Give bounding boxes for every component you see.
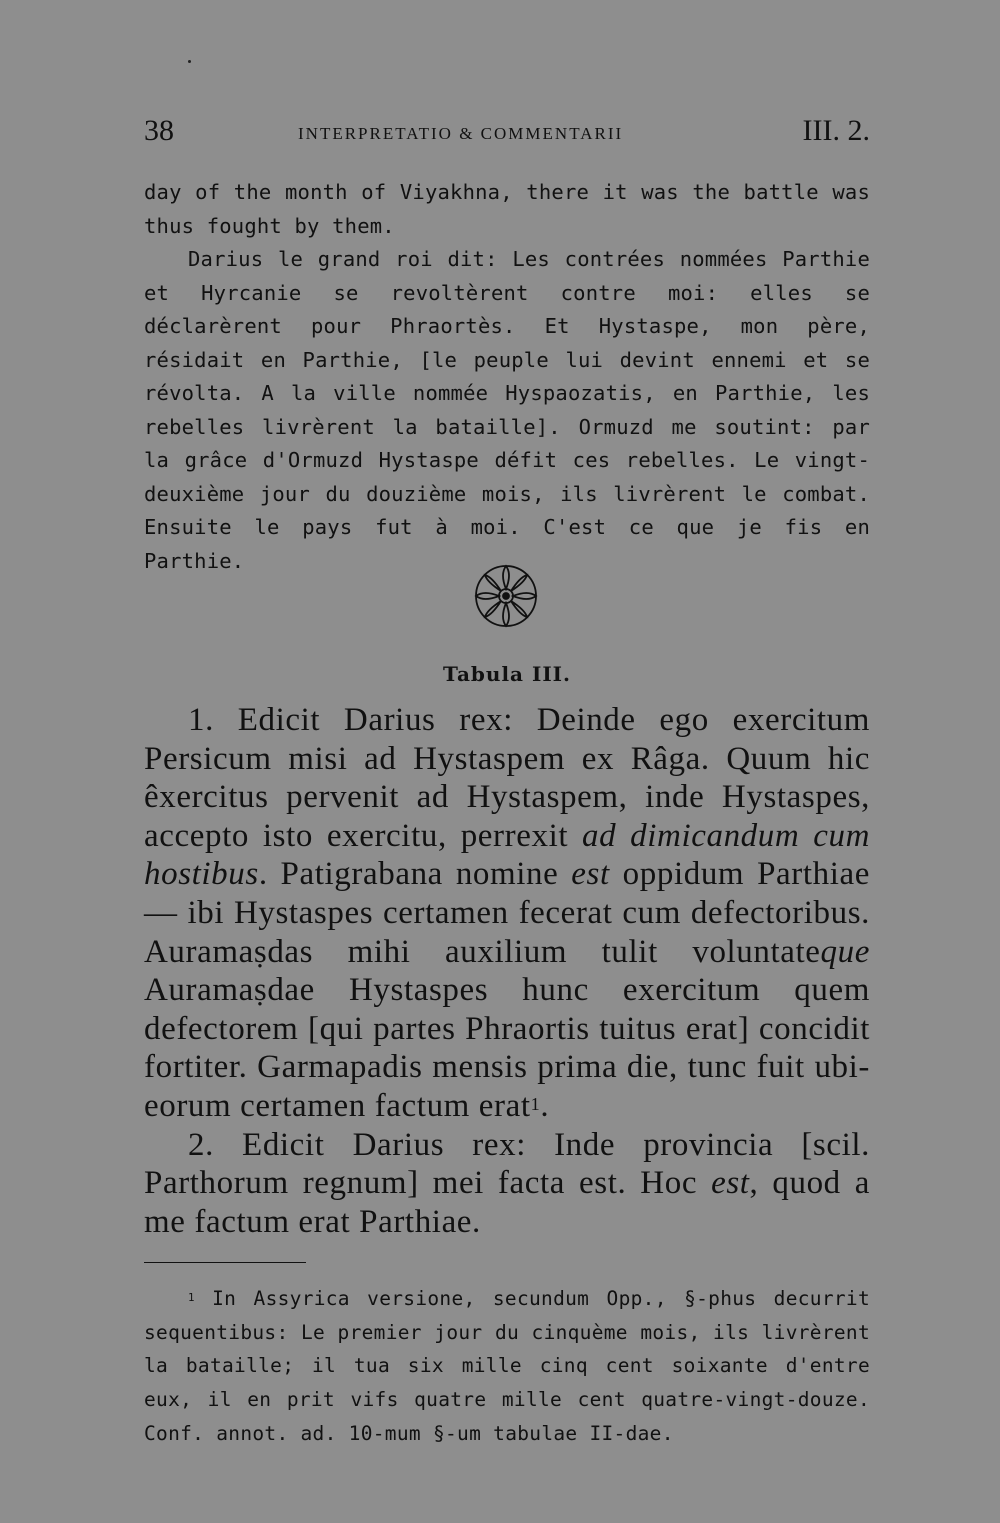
tabula-heading: Tabula III. — [442, 662, 571, 686]
latin-text: oppidum Parthiae — ibi Hystaspes certamen fecerat cum defectoribus. Auramaṣdas mihi auxilium tulit voluntate — [144, 856, 870, 970]
latin-italic-text: est — [571, 856, 610, 893]
latin-text: Auramaṣdae Hystaspes hunc exercitum quem defectorem [qui partes Phraortis tuitus erat] concidit fortiter. Garmapadis mensis prima die, tunc fuit ubi-eorum certamen factum erat — [144, 972, 870, 1124]
page-number: 38 — [144, 114, 174, 147]
english-fragment: day of the month of Viyakhna, there it was the battle was thus fought by them. — [144, 180, 870, 238]
latin-paragraph-1 — [144, 701, 870, 1126]
running-title: INTERPRETATIO & COMMENTARII — [298, 124, 624, 143]
latin-paragraph-2 — [144, 1126, 870, 1242]
latin-italic-text: est — [711, 1165, 750, 1202]
french-translation-block — [144, 176, 870, 578]
footnote-reference: 1 — [530, 1094, 541, 1115]
footnote-marker: 1 — [188, 1290, 195, 1304]
latin-italic-text: ad dimicandum cum hostibus — [144, 817, 871, 893]
footnote-text: In Assyrica versione, secundum Opp., §-phus decurrit sequentibus: Le premier jour du cinquème mois, ils livrèrent la bataille; il tua six mille cinq cent soixante d'entre eux, il en prit vifs quatre mille cent quatre-vingt-douze. Conf. annot. ad. 10-mum §-um tabulae II-dae. — [144, 1287, 870, 1445]
footnote-paragraph — [144, 1282, 870, 1451]
latin-text: 2. Edicit Darius rex: Inde provincia [scil. Parthorum regnum] mei facta est. Hoc — [144, 1126, 870, 1202]
page-header — [144, 114, 870, 158]
latin-text: 1. Edicit Darius rex: Deinde ego exercitum Persicum misi ad Hystaspem ex Râga. Quum hic êxercitus pervenit ad Hystaspem, inde Hystaspes, accepto isto exercitu, perrexit — [144, 702, 870, 854]
latin-text-block — [144, 701, 870, 1241]
french-paragraph: Darius le grand roi dit: Les contrées nommées Parthie et Hyrcanie se revoltèrent contre moi: elles se déclarèrent pour Phraortès. Et Hystaspe, mon père, résidait en Parthie, [le peuple lui devint ennemi et se révolta. A la ville nommée Hyspaozatis, en Parthie, les rebelles livrèrent la bataille]. Ormuzd me soutint: par la grâce d'Ormuzd Hystaspe défit ces rebelles. Le vingt-deuxième jour du douzième mois, ils livrèrent le combat. Ensuite le pays fut à moi. C'est ce que je fis en Parthie. — [144, 247, 870, 573]
rosette-ornament-icon — [470, 560, 542, 632]
latin-text: . — [540, 1087, 550, 1124]
footnote-block — [144, 1282, 870, 1451]
latin-text: , quod a me factum erat Parthiae. — [144, 1165, 871, 1240]
footnote-divider — [144, 1262, 306, 1263]
latin-text: . Patigrabana nomine — [258, 856, 572, 893]
section-reference: III. 2. — [802, 114, 870, 147]
scan-speck — [188, 60, 191, 63]
latin-italic-text: que — [820, 933, 870, 970]
